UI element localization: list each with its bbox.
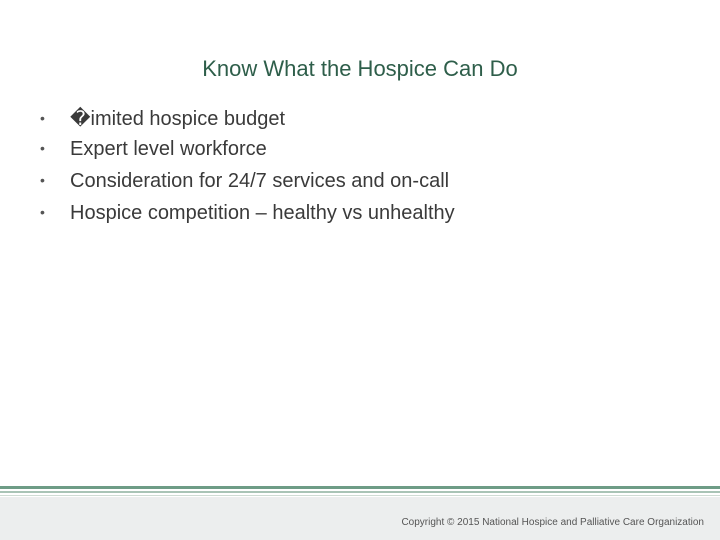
bullet-text: Consideration for 24/7 services and on-call <box>70 170 450 192</box>
bullet-item <box>40 138 455 170</box>
bullet-item <box>40 170 455 202</box>
bullet-item <box>40 202 455 234</box>
footer-divider <box>0 486 720 489</box>
footer-divider <box>0 495 720 496</box>
bullet-icon: • <box>40 204 45 220</box>
bullet-item <box>40 106 455 138</box>
copyright-notice: Copyright © 2015 National Hospice and Palliative Care Organization <box>401 517 704 528</box>
bullet-icon: • <box>40 140 45 156</box>
slide-title: Know What the Hospice Can Do <box>202 56 518 81</box>
footer-divider <box>0 491 720 493</box>
bullet-icon: • <box>40 172 45 188</box>
bullet-icon: • <box>40 110 45 126</box>
bullet-text: �imited hospice budget <box>70 108 286 130</box>
bullet-text: Expert level workforce <box>70 138 267 160</box>
bullet-text: Hospice competition – healthy vs unhealthy <box>70 202 455 224</box>
bullet-list <box>40 106 455 234</box>
